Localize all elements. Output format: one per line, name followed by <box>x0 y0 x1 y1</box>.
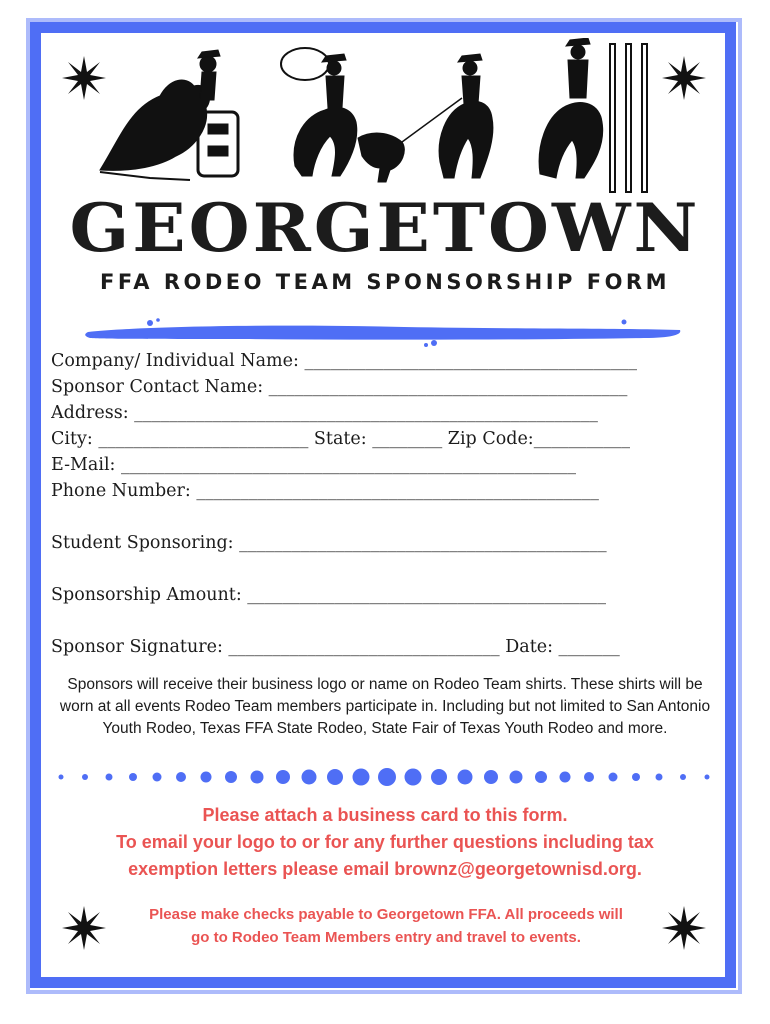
payment-notice-line-2: go to Rodeo Team Members entry and travel to events. <box>191 928 581 946</box>
star-icon-bottom-right <box>662 906 706 950</box>
sponsor-contact-field[interactable]: Sponsor Contact Name: _________________________________________ <box>51 377 628 397</box>
sponsorship-amount-field[interactable]: Sponsorship Amount: _________________________________________ <box>51 585 607 605</box>
sponsor-signature-field[interactable]: Sponsor Signature: _______________________________ Date: _______ <box>51 637 620 657</box>
student-sponsoring-field[interactable]: Student Sponsoring: __________________________________________ <box>51 533 607 553</box>
page-subtitle: FFA RODEO TEAM SPONSORSHIP FORM <box>99 270 670 294</box>
email-field[interactable]: E-Mail: ____________________________________________________ <box>51 455 577 475</box>
blue-brush-stroke <box>84 318 684 348</box>
payment-notice <box>108 904 664 949</box>
phone-number-field[interactable]: Phone Number: ______________________________________________ <box>51 481 599 501</box>
address-field[interactable]: Address: _____________________________________________________ <box>51 403 598 423</box>
payment-notice-line-1: Please make checks payable to Georgetown FFA. All proceeds will <box>149 906 623 923</box>
sponsorship-description: Sponsors will receive their business logo or name on Rodeo Team shirts. These shirts will be worn at all events Rodeo Team members participate in. Including but not limited to San Antonio Youth Rodeo, Texas FFA State Rodeo, State Fair of Texas Youth Rodeo and more. <box>59 676 711 737</box>
page-title: GEORGETOWN <box>69 188 701 267</box>
notice-line-3: exemption letters please email brownz@georgetownisd.org. <box>128 859 642 879</box>
rodeo-riders-illustration <box>90 38 680 198</box>
business-card-notice <box>40 802 730 883</box>
sponsor-form <box>51 348 721 660</box>
star-icon-bottom-left <box>62 906 106 950</box>
notice-line-1: Please attach a business card to this form. <box>202 805 568 825</box>
notice-line-2: To email your logo to or for any further questions including tax <box>116 832 654 852</box>
city-state-zip-field[interactable]: City: ________________________ State: ________ Zip Code:___________ <box>51 429 630 449</box>
company-name-field[interactable]: Company/ Individual Name: ______________________________________ <box>51 351 637 371</box>
dotted-divider <box>58 766 712 788</box>
